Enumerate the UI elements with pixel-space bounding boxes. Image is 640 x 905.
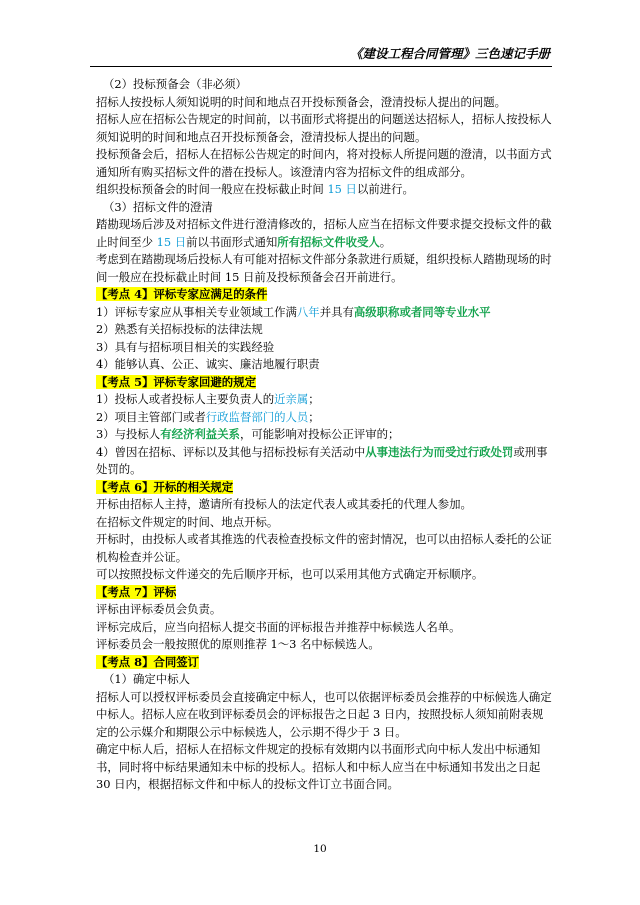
- key-term: 高级职称或者同等专业水平: [353, 304, 491, 319]
- highlight-title: 【考点 8】合同签订: [96, 654, 200, 669]
- section-title-kd8: [96, 654, 552, 672]
- paragraph: 招标人按投标人须知说明的时间和地点召开投标预备会，澄清投标人提出的问题。: [96, 94, 507, 109]
- text: 踏勘现场后涉及对招标文件进行澄清修改的，招标人应当在招标文件要求提交投标文件的截止时间至少: [96, 217, 552, 249]
- section-title-kd7: [96, 584, 552, 602]
- list-item: 3）具有与招标项目相关的实践经验: [96, 339, 275, 354]
- text: ；: [308, 409, 320, 424]
- paragraph: [96, 181, 552, 199]
- paragraph: 确定中标人后，招标人在招标文件规定的投标有效期内以书面形式向中标人发出中标通知书，同时将中标结果通知未中标的投标人。招标人和中标人应当在中标通知书发出之日起 30 日内，根据招标文件和中标人的投标文件订立书面合同。: [96, 742, 541, 791]
- page-body: [96, 76, 552, 794]
- list-item: [96, 409, 552, 427]
- list-item: 2）熟悉有关招标投标的法律法规: [96, 322, 263, 336]
- key-term: 从事违法行为而受过行政处罚: [365, 444, 514, 459]
- paragraph: 可以按照投标文件递交的先后顺序开标，也可以采用其他方式确定开标顺序。: [96, 567, 484, 581]
- text: 以前进行。: [356, 182, 414, 196]
- list-item: [96, 444, 552, 479]
- text: ，可能影响对投标公正评审的；: [239, 427, 400, 441]
- key-term: 近亲属: [274, 392, 309, 406]
- text: 3）与投标人: [96, 427, 161, 441]
- key-term: 15 日: [327, 182, 357, 196]
- paragraph: 评标完成后，应当向招标人提交书面的评标报告并推荐中标候选人名单。: [96, 619, 461, 634]
- highlight-title: 【考点 6】开标的相关规定: [96, 479, 234, 494]
- paragraph: [96, 216, 552, 251]
- section-title-kd6: [96, 479, 552, 497]
- text: 前以书面形式通知: [186, 234, 278, 249]
- text: 2）项目主管部门或者: [96, 409, 206, 424]
- paragraph: 开标时，由投标人或者其推选的代表检查投标文件的密封情况，也可以由招标人委托的公证机构检查并公证。: [96, 532, 552, 564]
- paragraph: 开标由招标人主持，邀请所有投标人的法定代表人或其委托的代理人参加。: [96, 497, 472, 511]
- key-term: 八年: [296, 304, 320, 319]
- text: 。: [379, 234, 392, 249]
- paragraph: 评标由评标委员会负责。: [96, 602, 222, 616]
- section-title-kd4: [96, 286, 552, 304]
- text: 或刑事处罚的。: [96, 444, 548, 476]
- paragraph: 考虑到在踏勘现场后投标人有可能对招标文件部分条款进行质疑，组织投标人踏勘现场的时间一般应在投标截止时间 15 日前及投标预备会召开前进行。: [96, 252, 552, 284]
- header-divider: [90, 66, 552, 67]
- page-number: 10: [313, 843, 327, 855]
- paragraph: 招标人应在招标公告规定的时间前，以书面形式将提出的问题送达招标人，招标人按投标人须知说明的时间和地点召开投标预备会，澄清投标人提出的问题。: [96, 112, 552, 144]
- list-item: [96, 391, 552, 409]
- subheading-determine-winner: （1）确定中标人: [103, 672, 190, 686]
- section-title-kd5: [96, 374, 552, 392]
- paragraph: 投标预备会后，招标人在招标公告规定的时间内，将对投标人所提问题的澄清，以书面方式通知所有购买招标文件的潜在投标人。该澄清内容为招标文件的组成部分。: [96, 147, 552, 179]
- text: 1）投标人或者投标人主要负责人的: [96, 392, 275, 406]
- key-term: 有经济利益关系: [160, 427, 240, 441]
- page-header-title: 《建设工程合同管理》三色速记手册: [349, 46, 550, 61]
- text: ；: [308, 392, 320, 406]
- text: 1）评标专家应从事相关专业领域工作满: [96, 304, 297, 319]
- list-item: [96, 426, 552, 444]
- paragraph: 在招标文件规定的时间、地点开标。: [96, 514, 279, 529]
- highlight-title: 【考点 7】评标: [96, 584, 177, 599]
- list-item: 4）能够认真、公正、诚实、廉洁地履行职责: [96, 357, 320, 371]
- text: 组织投标预备会的时间一般应在投标截止时间: [96, 182, 328, 196]
- key-term: 所有招标文件收受人: [277, 234, 380, 249]
- paragraph: 评标委员会一般按照优的原则推荐 1～3 名中标候选人。: [96, 637, 380, 651]
- subheading-clarification: （3）招标文件的澄清: [103, 199, 213, 214]
- highlight-title: 【考点 5】评标专家回避的规定: [96, 374, 256, 389]
- list-item: [96, 304, 552, 322]
- text: 并具有: [319, 304, 354, 319]
- key-term: 15 日: [156, 234, 187, 249]
- key-term: 行政监督部门的人员: [205, 409, 309, 424]
- subheading-prebid-meeting: （2）投标预备会（非必须）: [103, 77, 247, 91]
- paragraph: 招标人可以授权评标委员会直接确定中标人，也可以依据评标委员会推荐的中标候选人确定中标人。招标人应在收到评标委员会的评标报告之日起 3 日内，按照投标人须知前附表规定的公示媒介和期限公示中标候选人，公示期不得少于 3 日。: [96, 689, 552, 739]
- highlight-title: 【考点 4】评标专家应满足的条件: [96, 287, 268, 301]
- text: 4）曾因在招标、评标以及其他与招标投标有关活动中: [96, 444, 366, 459]
